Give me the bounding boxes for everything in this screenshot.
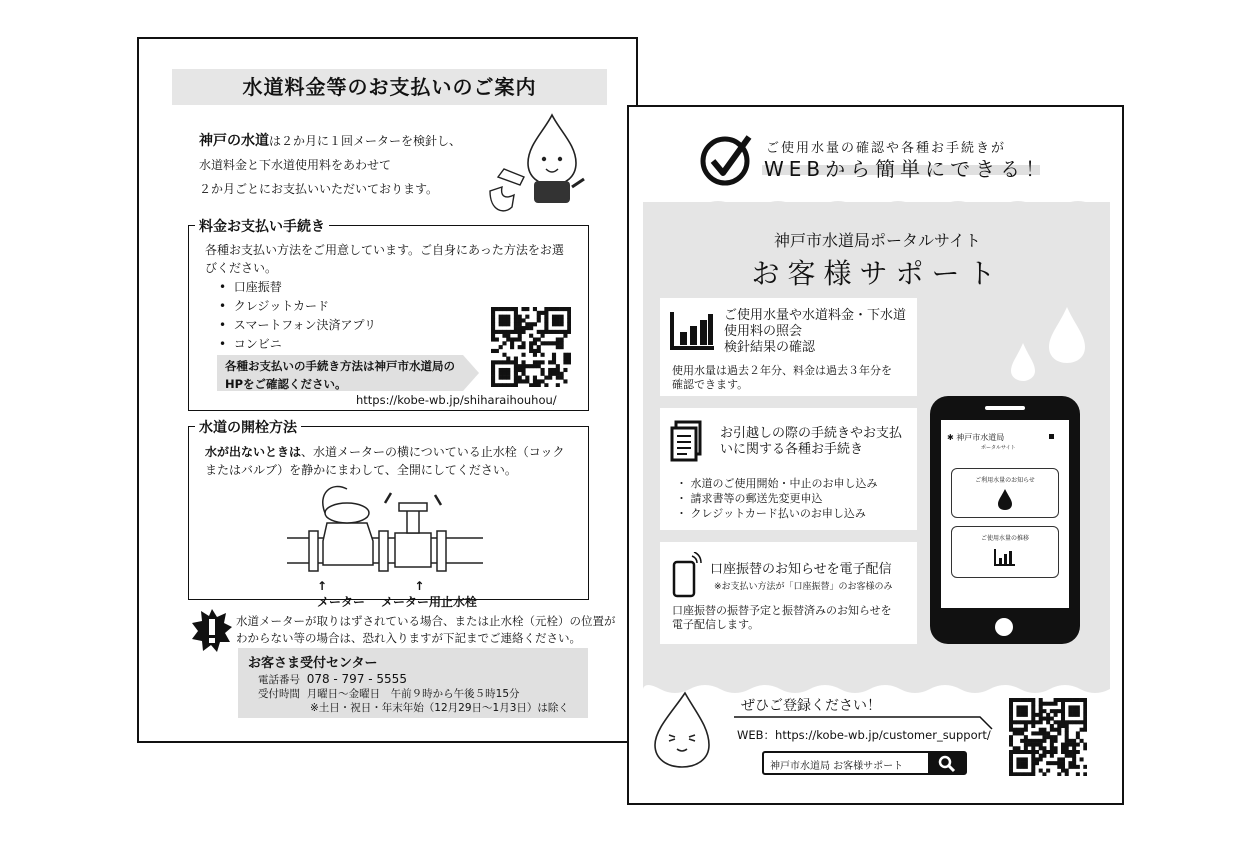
list-item: ・ 請求書等の郵送先変更申込 [676,492,823,505]
list-item: • 口座振替 [219,280,282,294]
check-circle-icon [699,131,755,187]
phone-card-history[interactable] [951,526,1059,578]
list-item: ・ 水道のご使用開始・中止のお申し込み [676,477,878,490]
label-meter-valve: ↑ メーター用止水栓 [381,579,478,609]
phone-screen [941,420,1069,608]
intro-lead-bold: 神戸の水道 [199,133,269,149]
valve-desc-line2: またはバルブ）を静かにまわして、全開にしてください。 [205,463,517,477]
panel2-list [676,476,878,521]
payment-methods-list [219,278,376,354]
payment-desc-line1: 各種お支払い方法をご用意しています。ご自身にあった方法をお選 [205,243,564,257]
smartphone-mockup [930,396,1080,644]
hours-exception: ※土日・祝日・年末年始（12月29日～1月3日）は除く [310,702,569,714]
phone-card1-label: ご利用水量のお知らせ [975,477,1035,484]
water-drop-mascot-illustration [484,111,589,221]
valve-desc-bold: 水が出ないときは [205,445,302,459]
intro-text [199,129,519,201]
water-drops-decoration [997,299,1107,389]
phone-home-button [995,618,1013,636]
label-meter: ↑ メーター [317,579,366,609]
search-text: 神戸市水道局 お客様サポート [770,761,904,772]
phone-logo: ✱ 神戸市水道局 [947,433,1005,442]
contact-title: お客さま受付センター [248,656,378,671]
phone-number[interactable]: 078 - 797 - 5555 [306,672,407,686]
list-item: • クレジットカード [219,299,330,313]
right-leaflet-page [627,105,1124,805]
search-box[interactable] [762,751,967,775]
document-icon [670,420,704,462]
intro-line2: 水道料金と下水道使用料をあわせて [199,158,392,172]
payment-note-line1: 各種お支払いの手続き方法は神戸市水道局の [225,359,455,373]
portal-subtitle: 神戸市水道局ポータルサイト [774,231,981,250]
header-line1: ご使用水量の確認や各種お手続きが [766,141,1007,156]
phone-card-usage[interactable] [951,468,1059,518]
hours-text: 月曜日～金曜日 午前９時から午後５時15分 [306,688,520,700]
smartphone-icon [672,552,702,598]
list-item: • スマートフォン決済アプリ [219,318,377,332]
phone-card2-label: ご使用水量の推移 [980,535,1029,542]
phone-speaker [985,406,1025,410]
payment-url[interactable]: https://kobe-wb.jp/shiharaihouhou/ [356,393,557,407]
payment-desc-line2: びください。 [205,261,278,275]
panel3-note: ※お支払い方法が「口座振替」のお客様のみ [714,582,893,592]
payment-heading: 料金お支払い手続き [195,216,329,236]
exclamation-burst-icon [192,609,232,653]
search-button[interactable] [928,752,966,774]
customer-support-qr-code[interactable] [1009,698,1087,776]
note-arrow-shape [463,355,479,391]
panel1-text: 使用水量は過去２年分、料金は過去３年分を 確認できます。 [672,364,892,391]
notice-line2: わからない等の場合は、恐れ入りますが下記までご連絡ください。 [236,631,581,645]
panel3-title: 口座振替のお知らせを電子配信 [710,562,892,577]
intro-line3: ２か月ごとにお支払いいただいております。 [199,182,439,196]
payment-description [205,241,585,277]
smiling-water-drop-mascot [651,691,713,769]
web-url[interactable]: WEB：https://kobe-wb.jp/customer_support/ [737,728,991,742]
phone-logo-sub: ポータルサイト [981,445,1016,451]
bar-chart-icon [670,310,716,350]
header-line2: WEBから簡単にできる！ [764,157,1051,181]
notice-line1: 水道メーターが取りはずされている場合、または止水栓（元栓）の位置が [236,614,616,628]
payment-qr-code[interactable] [491,307,571,387]
left-leaflet-page [137,37,638,743]
contact-center-box [238,648,588,718]
search-icon [928,752,966,774]
valve-heading: 水道の開栓方法 [195,417,301,437]
water-meter-valve-illustration [287,483,483,575]
payment-note-box [217,355,463,391]
panel2-title: お引越しの際の手続きやお支払 いに関する各種お手続き [720,426,903,457]
procedures-panel[interactable] [660,408,917,530]
hours-label: 受付時間 [258,688,300,700]
valve-desc-rest: 、水道メーターの横についている止水栓（コック [301,445,565,459]
intro-lead-rest: は２か月に１回メーターを検針し、 [269,134,462,148]
list-item: ・ クレジットカード払いのお申し込み [676,507,866,520]
portal-title: お客様サポート [751,257,1004,290]
payment-note-line2: HPをご確認ください。 [225,377,347,391]
menu-icon[interactable] [1049,434,1054,439]
list-item: • コンビニ [219,337,282,351]
usage-inquiry-panel[interactable] [660,298,917,396]
panel3-text: 口座振替の振替予定と振替済みのお知らせを 電子配信します。 [672,604,892,631]
page-title: 水道料金等のお支払いのご案内 [172,69,607,105]
water-drop-icon [996,488,1014,510]
phone-label: 電話番号 [258,674,300,686]
valve-description [205,443,585,479]
bar-chart-icon [994,548,1016,566]
e-notification-panel[interactable] [660,542,917,644]
panel1-title: ご使用水量や水道料金・下水道 使用料の照会 検針結果の確認 [724,308,907,355]
contact-details [258,672,569,715]
notice-text [236,613,636,647]
register-call: ぜひご登録ください！ [741,698,881,714]
